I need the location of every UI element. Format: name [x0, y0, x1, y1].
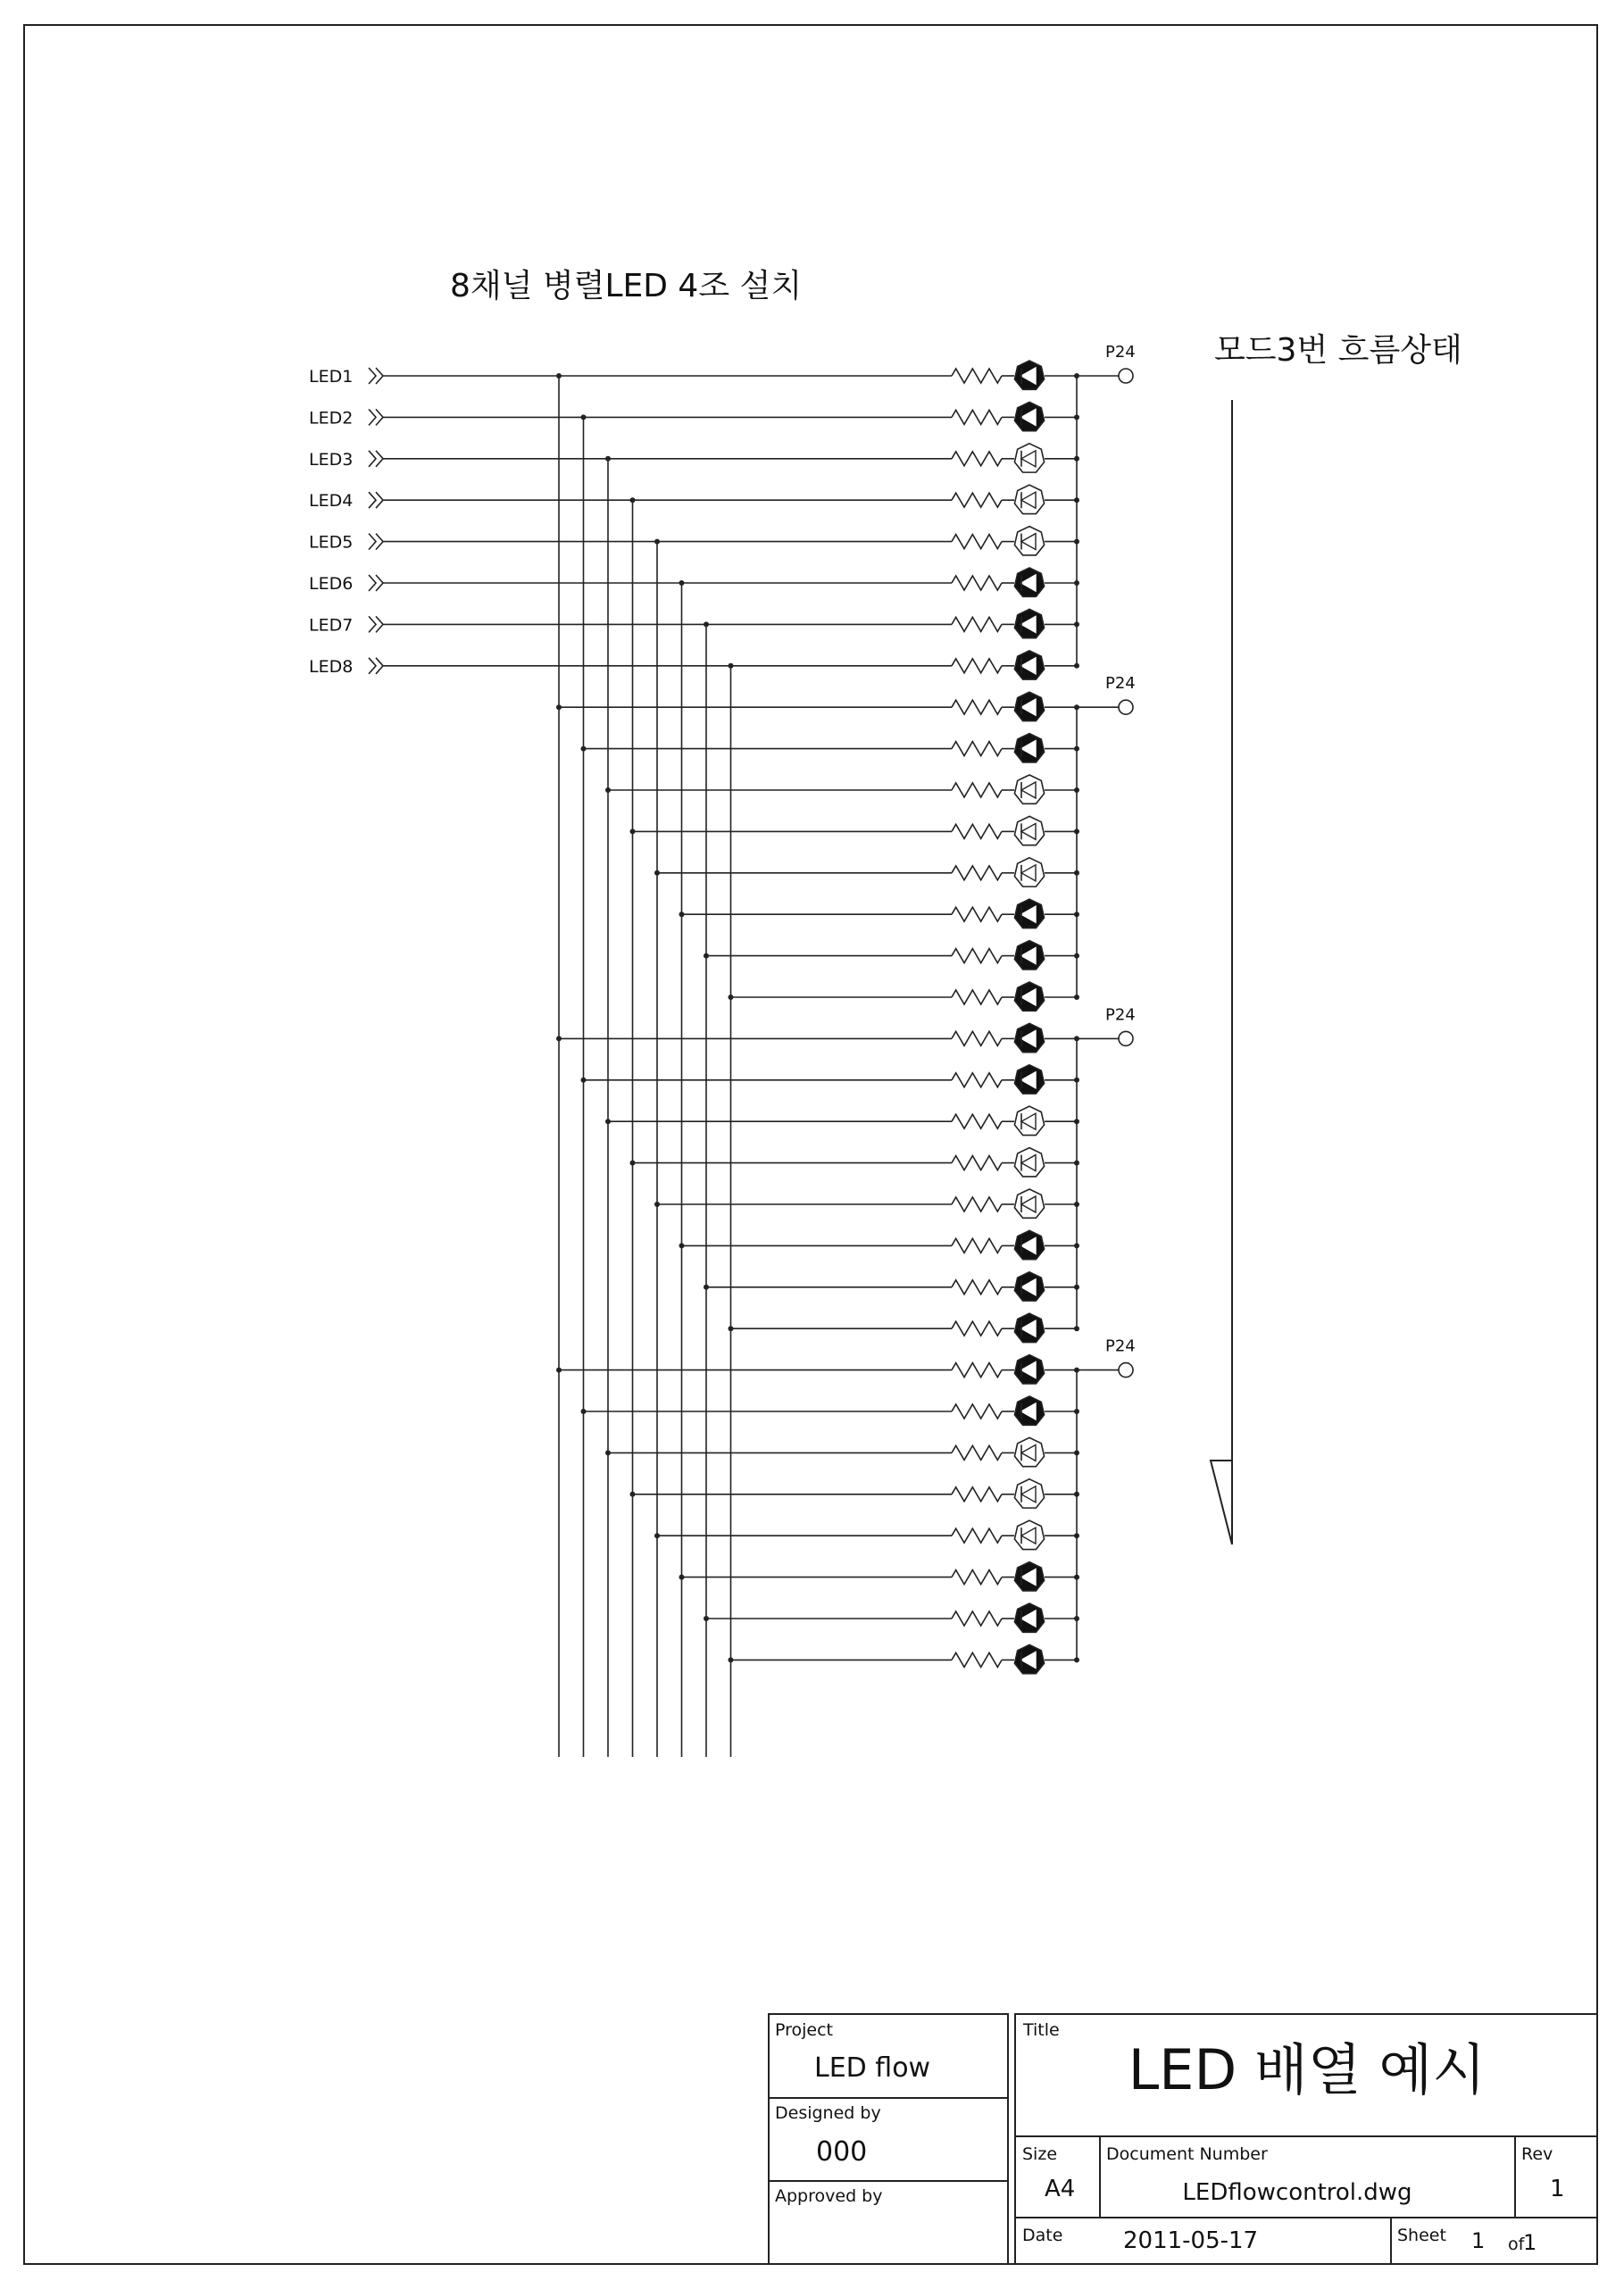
input-label: LED3: [309, 449, 354, 470]
title-value: LED 배열 예시: [1128, 2037, 1487, 2102]
led-off-icon: [1014, 444, 1044, 472]
input-label: LED5: [309, 532, 354, 553]
led-off-icon: [1014, 527, 1044, 555]
junction-dot: [581, 746, 587, 752]
junction-dot: [556, 1036, 562, 1041]
led-off-icon: [1014, 1148, 1044, 1177]
rev-label: Rev: [1521, 2144, 1553, 2164]
power-label: P24: [1105, 1336, 1136, 1356]
junction-dot: [654, 1533, 660, 1538]
junction-dot: [679, 1575, 685, 1580]
power-terminal-icon: [1119, 1363, 1133, 1378]
mode-label: 모드3번 흐름상태: [1214, 332, 1462, 369]
input-label: LED2: [309, 408, 354, 429]
junction-dot: [654, 539, 660, 545]
of-label: of: [1508, 2235, 1525, 2254]
junction-dot: [581, 414, 587, 420]
project-label: Project: [775, 2020, 834, 2040]
input-label: LED6: [309, 574, 354, 594]
power-terminal-icon: [1119, 700, 1133, 714]
junction-dot: [605, 1119, 611, 1124]
designed-by-label: Designed by: [775, 2103, 881, 2123]
power-label: P24: [1105, 674, 1136, 694]
junction-dot: [729, 995, 734, 1000]
power-label: P24: [1105, 1005, 1136, 1025]
junction-dot: [630, 1161, 636, 1166]
junction-dot: [729, 663, 734, 669]
input-label: LED7: [309, 615, 354, 636]
led-off-icon: [1014, 816, 1044, 845]
led-off-icon: [1014, 1437, 1044, 1466]
power-label: P24: [1105, 343, 1136, 362]
rev-value: 1: [1550, 2176, 1565, 2202]
junction-dot: [679, 911, 685, 917]
document-number-label: Document Number: [1106, 2144, 1268, 2164]
junction-dot: [605, 787, 611, 793]
junction-dot: [605, 1450, 611, 1455]
junction-dot: [654, 870, 660, 876]
junction-dot: [679, 580, 685, 586]
junction-dot: [729, 1326, 734, 1331]
led-off-icon: [1014, 1106, 1044, 1135]
junction-dot: [729, 1657, 734, 1662]
diagram-heading: 8채널 병렬LED 4조 설치: [450, 268, 803, 304]
led-off-icon: [1014, 858, 1044, 886]
junction-dot: [630, 497, 636, 503]
of-value: 1: [1523, 2230, 1537, 2255]
power-terminal-icon: [1119, 1031, 1133, 1045]
led-off-icon: [1014, 1479, 1044, 1508]
designed-by-value: 000: [816, 2136, 868, 2168]
junction-dot: [704, 1616, 709, 1621]
input-label: LED8: [309, 656, 354, 677]
input-label: LED1: [309, 367, 354, 387]
junction-dot: [556, 704, 562, 710]
junction-dot: [556, 373, 562, 379]
junction-dot: [630, 828, 636, 834]
power-terminal-icon: [1119, 369, 1133, 383]
approved-by-label: Approved by: [775, 2186, 883, 2206]
document-number-value: LEDflowcontrol.dwg: [1182, 2179, 1412, 2206]
junction-dot: [704, 621, 709, 627]
junction-dot: [679, 1243, 685, 1248]
led-off-icon: [1014, 485, 1044, 513]
sheet-label: Sheet: [1397, 2226, 1446, 2245]
junction-dot: [556, 1368, 562, 1373]
input-label: LED4: [309, 491, 354, 512]
sheet-value: 1: [1471, 2228, 1486, 2253]
led-off-icon: [1014, 1520, 1044, 1549]
size-label: Size: [1022, 2144, 1058, 2164]
project-value: LED flow: [814, 2052, 931, 2084]
junction-dot: [654, 1202, 660, 1207]
junction-dot: [704, 1285, 709, 1290]
junction-dot: [581, 1078, 587, 1083]
date-label: Date: [1022, 2226, 1063, 2245]
size-value: A4: [1045, 2176, 1076, 2202]
led-off-icon: [1014, 775, 1044, 803]
title-label: Title: [1023, 2020, 1060, 2040]
date-value: 2011-05-17: [1123, 2227, 1259, 2254]
junction-dot: [605, 456, 611, 462]
led-off-icon: [1014, 1189, 1044, 1218]
junction-dot: [630, 1492, 636, 1497]
junction-dot: [581, 1409, 587, 1414]
junction-dot: [704, 953, 709, 959]
